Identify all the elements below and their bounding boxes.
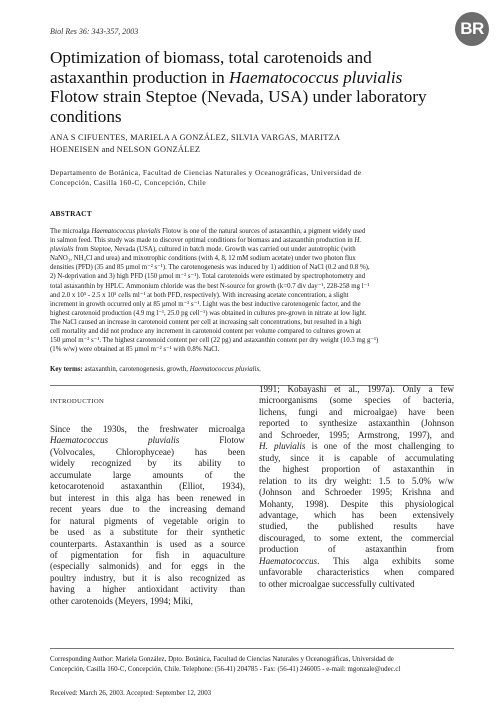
title-line: conditions (50, 106, 122, 126)
text-line: H. pluvialis is one of the most challenging to (259, 441, 454, 452)
text-line: discouraged, to some extent, the commercial (259, 532, 454, 543)
text-line: having a higher antioxidant activity than (50, 584, 245, 595)
text-line: ketocarotenoid astaxanthin (Elliot, 1934), (50, 481, 245, 492)
abstract-heading: ABSTRACT (50, 209, 92, 218)
text-line: microorganisms (some species of bacteria, (259, 395, 454, 406)
text-line: Mohanty, 1998). Despite this physiological (259, 498, 454, 509)
text-line: of pigmentation for fish in aquaculture (50, 549, 245, 560)
text-line: reported to synthesize astaxanthin (Johnson (259, 418, 454, 429)
text-line: production of astaxanthin from (259, 544, 454, 555)
text-line: unfavorable characteristics when compared (259, 567, 454, 578)
key-terms-label: Key terms: (50, 366, 83, 373)
text-line: other carotenoids (Meyers, 1994; Miki, (50, 595, 193, 606)
journal-logo: BR (455, 12, 489, 46)
text-line: recent years due to the increasing demand (50, 504, 245, 515)
text-line: be used as a substitute for their synthetic (50, 527, 245, 538)
text-line: counterparts. Astaxanthin is used as a source (50, 538, 245, 549)
text-line: (Johnson and Schroeder 1995; Krishna and (259, 487, 454, 498)
text-line: the highest proportion of astaxanthin in (259, 464, 454, 475)
text-line: Haematococcus. This alga exhibits some (259, 555, 454, 566)
text-line: 1991; Kobayashi et al., 1997a). Only a few (259, 384, 454, 394)
text-line: (Volvocales, Chlorophyceae) has been (50, 446, 245, 457)
received-dates: Received: March 26, 2003. Accepted: September 12, 2003 (50, 690, 212, 697)
text-line: studied, the published results have (259, 521, 454, 532)
intro-column-right (259, 384, 454, 590)
text-line: to other microalgae successfully cultivated (259, 578, 415, 589)
title-line: astaxanthin production in Haematococcus pluvialis (50, 67, 403, 87)
introduction-heading: INTRODUCTION (50, 398, 105, 405)
title-line: Optimization of biomass, total carotenoids and (50, 48, 372, 67)
abstract-body: The microalga Haematococcus pluvialis Flotow is one of the natural sources of astaxanthin, a pigment widely used in salmon feed. This study was made to discover optimal conditions for biomass and astaxanthin production in H. pluvialis from Steptoe, Nevada (USA), cultured in batch mode. Growth was carried out under autotrophic (with NaNO₃, NH₄Cl and urea) and mixotrophic conditions (with 4, 8, 12 mM sodium acetate) under two photon flux densities (PFD) (35 and 85 µmol m⁻² s⁻¹). The carotenogenesis was induced by 1) addition of NaCl (0.2 and 0.8 %), 2) N-deprivation and 3) high PFD (150 µmol m⁻² s⁻¹). Total carotenoids were estimated by spectrophotometry and total astaxanthin by HPLC. Ammonium chloride was the best N-source for growth (k=0.7 div day⁻¹, 228-258 mg l⁻¹ and 2.0 x 10⁵ - 2.5 x 10⁵ cells ml⁻¹ at both PFD, respectively). With increasing acetate concentration, a slight increment in growth occurred only at 85 µmol m⁻² s⁻¹. Light was the best inductive carotenogenic factor, and the highest carotenoid production (4.9 mg l⁻¹, 25.0 pg cell⁻¹) was obtained in cultures pre-grown in nitrate at low light. The NaCl caused an increase in carotenoid content per cell at increasing salt concentrations, but resulted in a high cell mortality and did not produce any increment in carotenoid content per volume compared to cultures grown at 150 µmol m⁻² s⁻¹. The highest carotenoid content per cell (22 pg) and astaxanthin content per dry weight (10.3 mg g⁻¹) (1% w/w) were obtained at 85 µmol m⁻² s⁻¹ with 0.8% NaCl. (50, 228, 379, 354)
text-line: and Schroeder, 1995; Armstrong, 1997), and (259, 429, 454, 440)
text-line: for natural pigments of vegetable origin to (50, 515, 245, 526)
text-line: but interest in this alga has been renewed in (50, 492, 245, 503)
text-line: advantage, which has been extensively (259, 509, 454, 520)
text-line: poultry industry, but it is also recognized as (50, 572, 245, 583)
author-list: ANA S CIFUENTES, MARIELA A GONZÁLEZ, SILVIA VARGAS, MARITZA HOENEISEN and NELSON GONZÁLEZ (50, 133, 341, 154)
key-terms: Key terms: astaxanthin, carotenogenesis, growth, Haematococcus pluvialis. (50, 366, 261, 373)
text-line: accumulate large amounts of the (50, 469, 245, 480)
text-line: Haematococcus pluvialis Flotow (50, 435, 245, 446)
species-name: Haematococcus pluvialis (229, 67, 403, 87)
affiliation: Departamento de Botánica, Facultad de Ciencias Naturales y Oceanográficas, Universidad de Concepción, Casilla 160-C, Concepción, Chile (50, 168, 362, 187)
text-line: (especially salmonids) and for eggs in the (50, 561, 245, 572)
text-line: study, since it is capable of accumulating (259, 452, 454, 463)
title-line: Flotow strain Steptoe (Nevada, USA) under laboratory (50, 87, 427, 106)
text-line: widely recognized by its ability to (50, 458, 245, 469)
text-line: Since the 1930s, the freshwater microalga (50, 424, 245, 434)
footer-divider (50, 648, 454, 649)
text-line: relation to its dry weight: 1.5 to 5.0% w/w (259, 475, 454, 486)
corresponding-author: Corresponding Author: Mariela González, Dpto. Botánica, Facultad de Ciencias Naturales y Oceanográficas, Universidad de Concepción, Casilla 160-C, Concepción, Chile. Telephone: (56-41) 204785 - Fax: (56-41) 246005 - e-mail: mgonzale@udec.cl (50, 656, 401, 673)
intro-column-left (50, 424, 245, 607)
journal-reference: Biol Res 36: 343-357, 2003 (50, 27, 139, 36)
text-line: lichens, fungi and microalgae) have been (259, 406, 454, 417)
article-title (50, 48, 470, 126)
